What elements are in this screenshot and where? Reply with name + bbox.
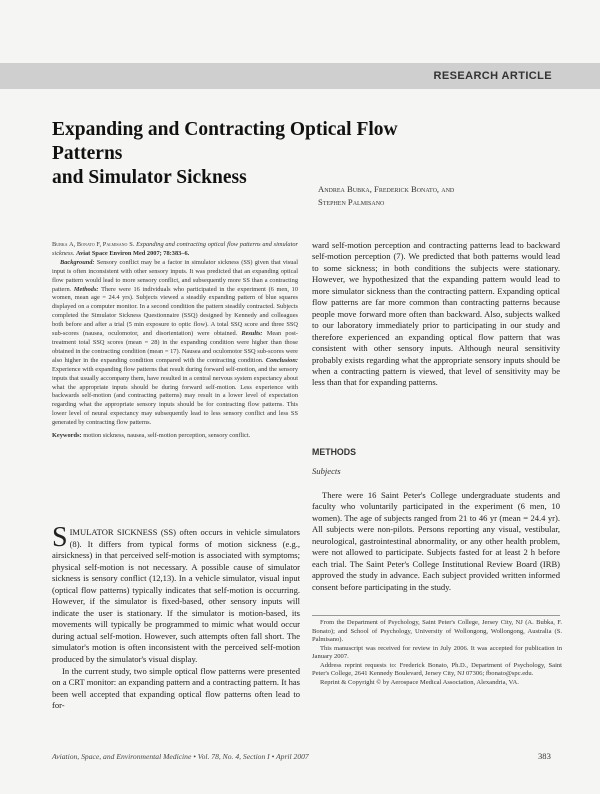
section-label: RESEARCH ARTICLE: [433, 70, 552, 82]
background-text: Sensory conflict may be a factor in simulator sickness (SS) given that visual input is often inconsistent with other sensory inputs. It was predicted that an expanding optical flow pattern would lead to more sensory conflict, and subsequently more SS than a contracting pattern.: [52, 258, 298, 293]
conclusion-label: Conclusion:: [265, 356, 298, 364]
abstract-citation: [52, 241, 298, 259]
study-paragraph: In the current study, two simple optical flow patterns were presented on a CRT monitor: an expanding pattern and a contracting pattern. It has been well accepted that expanding optical flow patterns often lead to for-: [52, 665, 300, 711]
footnote-reprints: Address reprint requests to: Frederick Bonato, Ph.D., Department of Psychology, Saint Peter's College, 2641 Kennedy Boulevard, Jersey City, NJ 07306; fbonato@spc.edu.: [312, 661, 562, 678]
conclusion-text: Experience with expanding flow patterns that result during forward self-motion, and the sensory inputs that usually accompany them, have resulted in a central nervous system expectancy about what the appropriate inputs should be during forward self-motion. Less experience with backwards self-motion (and contracting patterns) may result in a lower level of expectation regarding what the appropriate sensory inputs should be for contracting flow patterns. This lower level of neural expectancy may subsequently lead to less sensory conflict and less SS generated by contracting flow patterns.: [52, 365, 298, 427]
results-text: Mean post-treatment total SSQ scores (mean = 28) in the expanding condition were higher than those obtained in the contracting condition (mean = 17). Nausea and oculomotor SSQ sub-scores were also higher in the expanding condition compared with the contracting condition.: [52, 330, 298, 364]
citation-title: Expanding and contracting optical flow patterns and simulator sickness.: [52, 241, 298, 257]
drop-cap: S: [52, 522, 68, 553]
title-line-1: Expanding and Contracting Optical Flow Patterns: [52, 119, 398, 164]
subjects-heading: Subjects: [312, 466, 341, 476]
subjects-paragraph: There were 16 Saint Peter's College undergraduate students and faculty who voluntarily participated in the experiment (6 men, 10 women). The age of subjects ranged from 21 to 46 yr (mean = 24.4 yr). All subjects were non-pilots. Persons reporting any visual, vestibular, neurological, gastrointestinal abnormality, or any other health problem, were not allowed to participate. Subjects fasted for at least 2 h before each trial. The Saint Peter's College Institutional Review Board (IRB) approved the study in advance. Each subject provided written informed consent before participating in the study.: [312, 490, 560, 592]
author-line-2: Stephen Palmisano: [318, 197, 385, 207]
results-label: Results:: [241, 330, 263, 338]
page-number: 383: [538, 751, 551, 761]
journal-footer: Aviation, Space, and Environmental Medicine • Vol. 78, No. 4, Section I • April 2007: [52, 752, 309, 761]
methods-label: Methods:: [73, 285, 99, 293]
section-header-band: [0, 63, 600, 89]
body-right-column: [312, 240, 560, 389]
author-list: [318, 183, 454, 209]
intro-paragraph: [52, 522, 300, 666]
intro-text: IMULATOR SICKNESS (SS) often occurs in vehicle simulators (8). It differs from typical forms of motion sickness (e.g., airsickness) in that perceived self-motion is associated with symptoms; physical self-motion is not necessary. A possible cause of simulator sickness is sensory conflict (12,13). In a vehicle simulator, visual input (optical flow patterns) typically indicates that self-motion is occurring. However, if the simulator is fixed-based, other sensory inputs will indicate the user is stationary. If the simulator is motion-based, its movements will typically be programmed to mimic what would occur during actual self-motion. However, such attempts often fall short. The simulator's motion is often inconsistent with the perceived self-motion produced by the simulator's visual display.: [52, 527, 300, 665]
author-line-1: Andrea Bubka, Frederick Bonato, and: [318, 184, 455, 194]
citation-authors: Bubka A, Bonato F, Palmisano S.: [52, 241, 135, 248]
methods-text: There were 16 individuals who participated in the experiment (6 men, 10 women, mean age = 24.4 yrs). Subjects viewed a steadily expanding pattern of blue squares displayed on a computer monitor. In a second condition the pattern steadily contracted. Subjects completed the Simulator Sickness Questionnaire (SSQ) designed by Kennedy and colleagues both before and after a trial (5 min exposure to optic flow). A total SSQ score and three SSQ sub-scores (nausea, oculomotor, and disorientation) were obtained.: [52, 285, 298, 338]
title-line-2: and Simulator Sickness: [52, 167, 247, 188]
footnotes: [312, 619, 562, 687]
abstract-body: [52, 259, 298, 428]
footnote-divider: [312, 615, 560, 616]
subjects-section: [312, 490, 560, 593]
footnote-copyright: Reprint & Copyright © by Aerospace Medical Association, Alexandria, VA.: [320, 678, 519, 686]
citation-journal: Aviat Space Environ Med 2007; 78:383–6.: [75, 249, 190, 257]
abstract: [52, 241, 298, 441]
footnote-received: This manuscript was received for review in July 2006. It was accepted for publication in January 2007.: [312, 644, 562, 661]
body-left-column: [52, 522, 300, 712]
methods-heading: METHODS: [312, 447, 356, 457]
background-label: Background:: [60, 258, 95, 266]
footnote-affiliation: From the Department of Psychology, Saint Peter's College, Jersey City, NJ (A. Bubka, F. Bonato); and School of Psychology, University of Wollongong, Wollongong, Australia (S. Palmisano).: [312, 619, 562, 644]
hypothesis-paragraph: ward self-motion perception and contracting patterns lead to backward self-motion perception (7). We predicted that both patterns would lead to some sickness; in both conditions the subjects were stationary. However, we hypothesized that the expanding pattern would lead to more simulator sickness than the contracting pattern. Expanding optical flow patterns are far more common than contracting patterns because people move forward more often than backward. Also, subjects walked to our laboratory immediately prior to participating in our study and therefore experienced an expanding optical flow pattern that was consistent with other sensory inputs. Although neural sensitivity probably exists regarding what the appropriate sensory inputs should be when a contracting pattern is viewed, that level of sensitivity may be less than that for expanding patterns.: [312, 240, 560, 388]
keywords-label: Keywords:: [52, 432, 82, 440]
keywords-text: motion sickness, nausea, self-motion perception, sensory conflict.: [83, 432, 251, 440]
keywords: [52, 432, 298, 441]
article-title: [52, 118, 472, 190]
